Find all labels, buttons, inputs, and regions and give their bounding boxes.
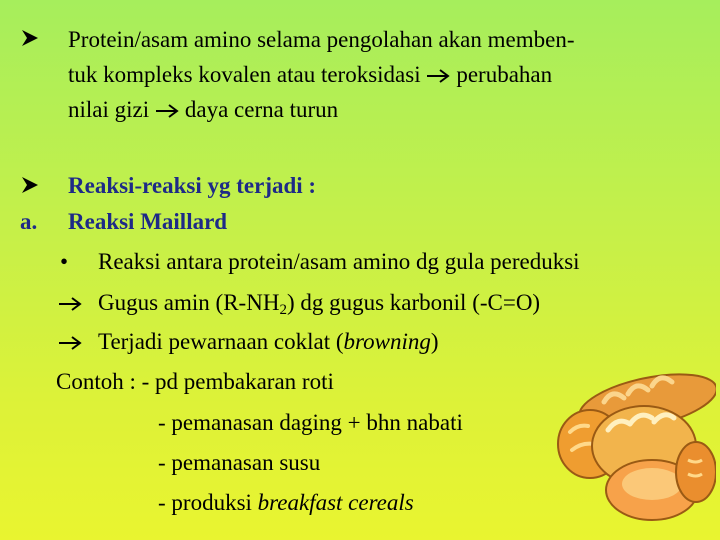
- right-arrow-icon: [426, 69, 450, 83]
- right-arrow-icon: [155, 104, 179, 118]
- examples-line4: [158, 489, 414, 517]
- bullet-dot: •: [60, 249, 69, 274]
- point1-line2: [68, 61, 552, 89]
- point1-line2-text: tuk kompleks kovalen atau teroksidasi: [68, 62, 421, 87]
- maillard-line3-end: ): [430, 329, 439, 354]
- point1-line3-text: nilai gizi: [68, 97, 150, 122]
- reactions-heading: Reaksi-reaksi yg terjadi :: [68, 173, 317, 198]
- browning-term: browning: [343, 329, 431, 354]
- check-arrowhead-icon: [20, 175, 40, 201]
- examples-line3: - pemanasan susu: [158, 450, 321, 475]
- point1-line3-result: daya cerna turun: [184, 97, 339, 122]
- sub-marker-a: a.: [20, 209, 38, 234]
- check-arrowhead-icon: [20, 28, 40, 54]
- examples-line2: - pemanasan daging + bhn nabati: [158, 410, 463, 435]
- right-arrow-icon: [58, 336, 82, 350]
- point1-line2-result: perubahan: [456, 62, 553, 87]
- maillard-line2-text: Gugus amin (R-NH: [98, 290, 280, 315]
- point1-line1: Protein/asam amino selama pengolahan akan memben-: [68, 27, 575, 52]
- maillard-line1: Reaksi antara protein/asam amino dg gula pereduksi: [98, 249, 580, 274]
- maillard-line2-rest: ) dg gugus karbonil (-C=O): [286, 290, 541, 315]
- examples-line1: Contoh : - pd pembakaran roti: [56, 369, 334, 394]
- examples-line4-text: - produksi: [158, 490, 258, 515]
- breakfast-cereals-term: breakfast cereals: [257, 490, 414, 515]
- maillard-line2: [98, 289, 540, 317]
- right-arrow-icon: [58, 297, 82, 311]
- maillard-line3-text: Terjadi pewarnaan coklat (: [98, 329, 344, 354]
- bread-clipart-icon: [556, 372, 716, 522]
- maillard-heading: Reaksi Maillard: [68, 209, 228, 234]
- maillard-line3: [98, 328, 439, 356]
- point1-line3: [68, 96, 338, 124]
- subscript-2: 2: [279, 302, 287, 318]
